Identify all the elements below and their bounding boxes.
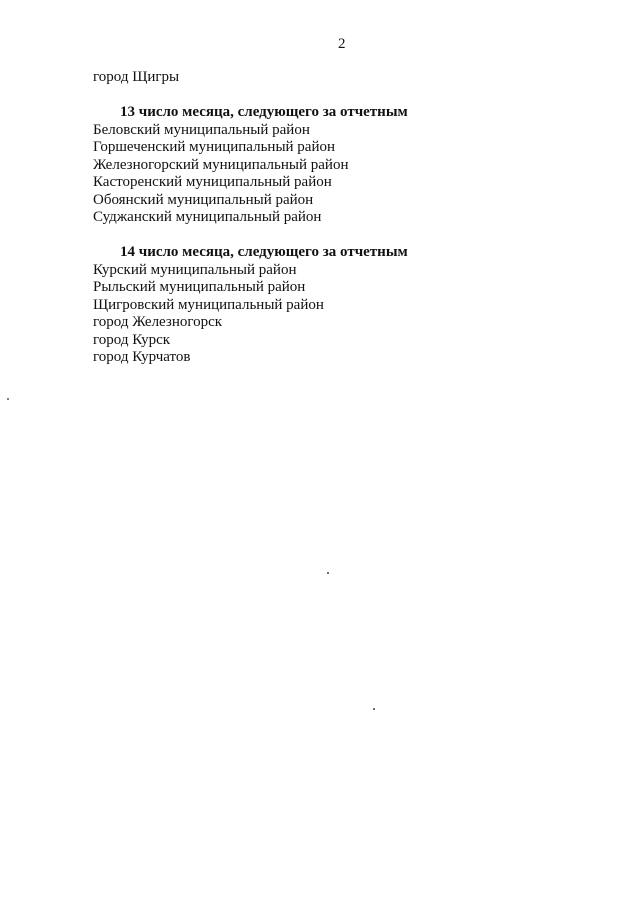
list-item: Беловский муниципальный район [93,121,310,138]
section-13 [93,104,593,227]
list-item: город Курчатов [93,349,191,365]
list-item: Курский муниципальный район [93,261,297,278]
list-item: Суджанский муниципальный район [93,209,322,225]
document-body [93,69,593,367]
spacer [93,87,593,105]
list-item: Рыльский муниципальный район [93,279,306,295]
spacer [93,227,593,245]
page-number: 2 [338,36,346,52]
list-item: город Железногорск [93,314,223,330]
scan-speck [7,398,9,400]
district-list [93,122,593,227]
scan-speck [327,572,329,574]
section-heading: 13 число месяца, следующего за отчетным [120,104,408,120]
list-item: Горшеченский муниципальный район [93,139,336,155]
list-item: город Курск [93,331,171,348]
district-list [93,262,593,367]
list-item: Касторенский муниципальный район [93,174,332,190]
top-line: город Щигры [93,69,180,85]
section-heading: 14 число месяца, следующего за отчетным [120,244,408,260]
list-item: Щигровский муниципальный район [93,296,324,313]
list-item: Обоянский муниципальный район [93,191,314,208]
scan-speck [373,708,375,710]
list-item: Железногорский муниципальный район [93,156,349,173]
section-14 [93,244,593,367]
